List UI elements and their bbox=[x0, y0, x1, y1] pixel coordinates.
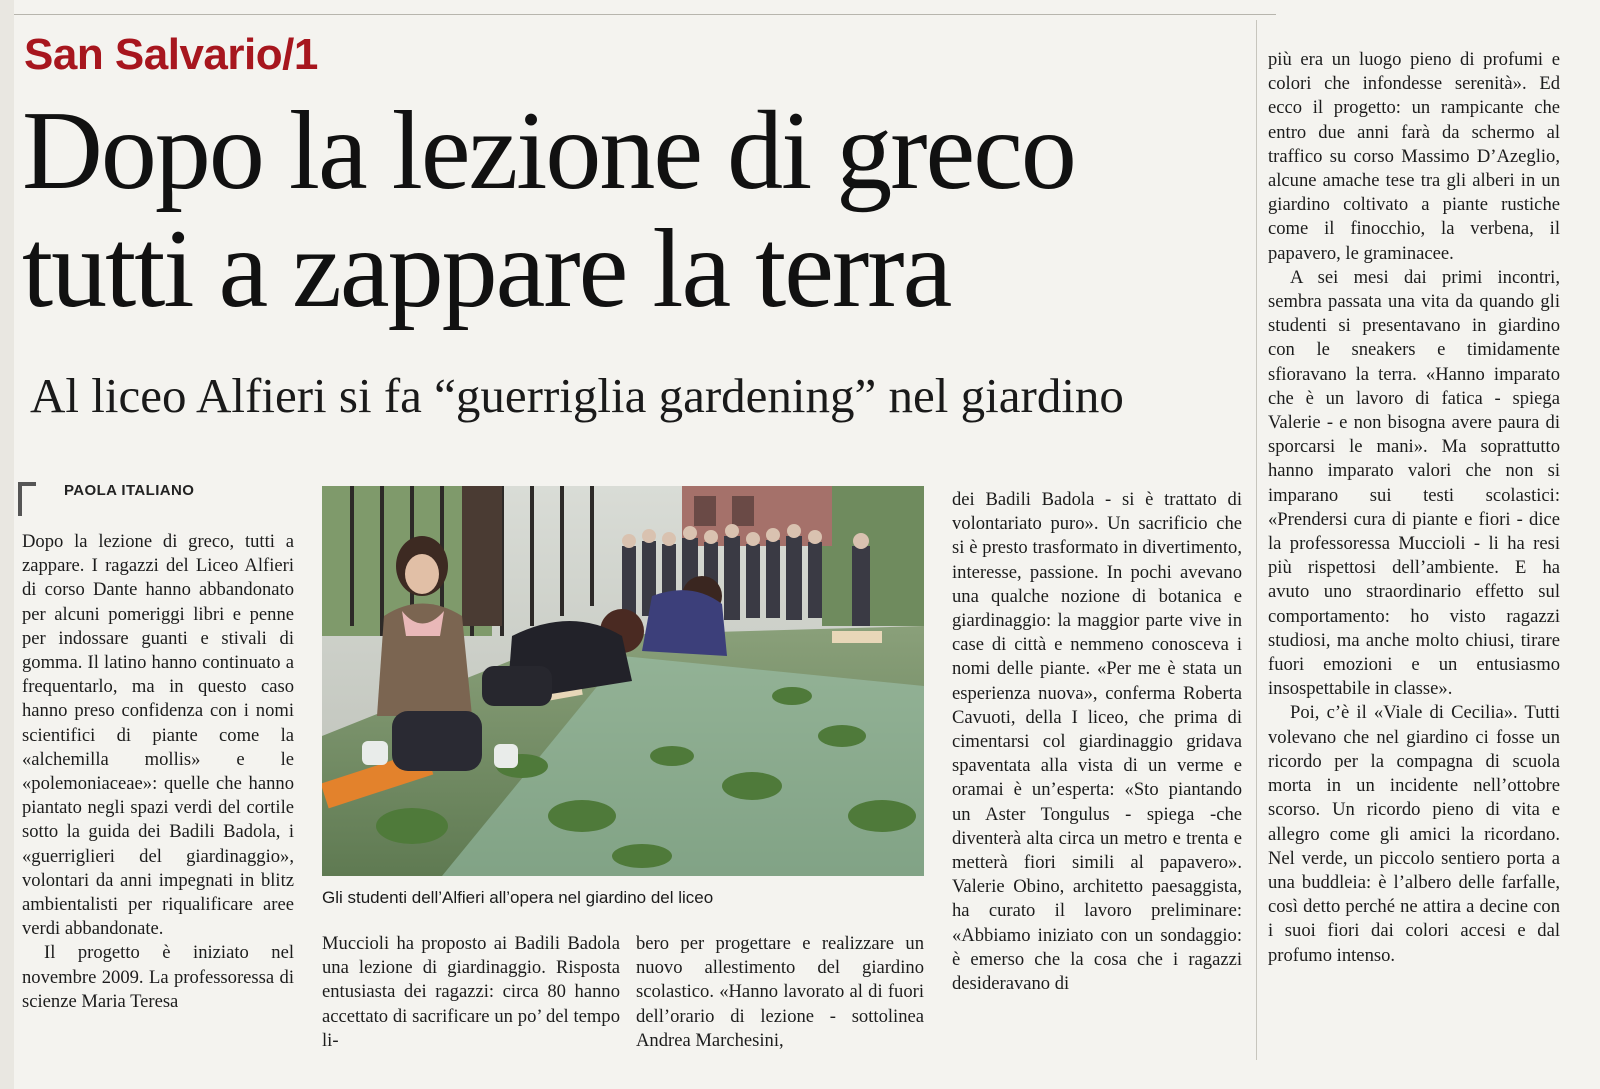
top-rule bbox=[14, 14, 1276, 15]
paragraph: Poi, c’è il «Viale di Cecilia». Tutti volevano che nel giardino ci fosse un ricordo per la compagna di scuola morta in un incidente nell’ottobre scorso. Un ricordo pieno di vita e allegro come gli amici la ricordano. Nel verde, un piccolo sentiero porta a una buddleia: è l’albero delle farfalle, così detto perché ne attira a decine con i suoi fiori dai colori accesi e dal profumo intenso. bbox=[1268, 702, 1560, 966]
paragraph: A sei mesi dai primi incontri, sembra passata una vita da quando gli studenti si presentavano in giardino con le sneakers e timidamente sfioravano la terra. «Hanno imparato che è un lavoro di fatica - spiega Valerie - e non bisogna avere paura di sporcarsi le mani». Ma soprattutto hanno imparato valori che non si imparano sui testi scolastici: «Prendersi cura di piante e fiori - dice la professoressa Muccioli - li ha resi più rispettosi dell’ambiente. E ha avuto uno straordinario effetto sul comportamento: ho visto ragazzi studiosi, ma anche molto chiusi, tirare fuori emozioni e un entusiasmo insospettabile in classe». bbox=[1268, 266, 1560, 700]
column-divider bbox=[1256, 20, 1257, 1060]
paragraph: Il progetto è iniziato nel novembre 2009. La professoressa di scienze Maria Teresa bbox=[22, 942, 294, 1012]
section-kicker: San Salvario/1 bbox=[24, 30, 318, 79]
headline-line-1: Dopo la lezione di greco bbox=[22, 89, 1075, 213]
headline-line-2: tutti a zappare la terra bbox=[22, 207, 951, 331]
article-column-5 bbox=[1268, 48, 1560, 1060]
students-gardening-photo bbox=[322, 486, 924, 876]
byline: PAOLA ITALIANO bbox=[64, 482, 195, 499]
article-column-1 bbox=[22, 530, 294, 1058]
paragraph: dei Badili Badola - si è trattato di volontariato puro». Un sacrificio che si è presto trasformato in divertimento, interesse, passione. In pochi avevano una qualche nozione di botanica e giardinaggio: la maggior parte vive in case di città e nemmeno conosceva i nomi delle piante. «Per me è stata un esperienza nuova», conferma Roberta Cavuoti, della I liceo, che prima di cimentarsi col giardinaggio gridava spaventata alla vista di un verme e oramai è un’esperta: «Sto piantando un Aster Tongulus - spiega -che diventerà alta circa un metro e trenta e metterà fiori simili al papavero». Valerie Obino, architetto paesaggista, ha curato il lavoro preliminare: «Abbiamo iniziato con un sondaggio: è emerso che la cosa che i ragazzi desideravano di bbox=[952, 489, 1242, 995]
page-edge bbox=[0, 0, 14, 1089]
article-photo bbox=[322, 486, 924, 876]
photo-caption: Gli studenti dell’Alfieri all’opera nel giardino del liceo bbox=[322, 888, 714, 907]
article-column-3 bbox=[636, 932, 924, 1060]
paragraph: bero per progettare e realizzare un nuovo allestimento del giardino scolastico. «Hanno lavorato al di fuori dell’orario di lezione - sottolinea Andrea Marchesini, bbox=[636, 933, 924, 1051]
article-column-2 bbox=[322, 932, 620, 1060]
paragraph: Muccioli ha proposto ai Badili Badola una lezione di giardinaggio. Risposta entusiasta dei ragazzi: circa 80 hanno accettato di sacrificare un po’ del tempo li- bbox=[322, 933, 620, 1051]
paragraph: più era un luogo pieno di profumi e colori che infondesse serenità». Ed ecco il progetto: un rampicante che entro due anni farà da schermo al traffico su corso Massimo D’Azeglio, alcune amache tese tra gli alberi in un giardino coltivato a piante rustiche come il finocchio, la verbena, il papavero, le graminacee. bbox=[1268, 49, 1560, 264]
article-column-4 bbox=[952, 488, 1242, 1060]
paragraph: Dopo la lezione di greco, tutti a zappare. I ragazzi del Liceo Alfieri di corso Dante hanno abbandonato per alcuni pomeriggi libri e penne per indossare guanti e stivali di gomma. Il latino hanno continuato a frequentarlo, ma in questo caso hanno preso confidenza con i nomi scientifici di piante come la «alchemilla mollis» e le «polemoniaceae»: quelle che hanno piantato negli spazi verdi del cortile sotto la guida dei Badili Badola, i «guerriglieri del giardinaggio», volontari da anni impegnati in blitz ambientalisti per riqualificare aree verdi abbandonate. bbox=[22, 531, 294, 940]
subheadline: Al liceo Alfieri si fa “guerriglia gardening” nel giardino bbox=[30, 368, 1124, 423]
headline bbox=[22, 89, 1272, 331]
byline-bracket bbox=[18, 482, 36, 516]
